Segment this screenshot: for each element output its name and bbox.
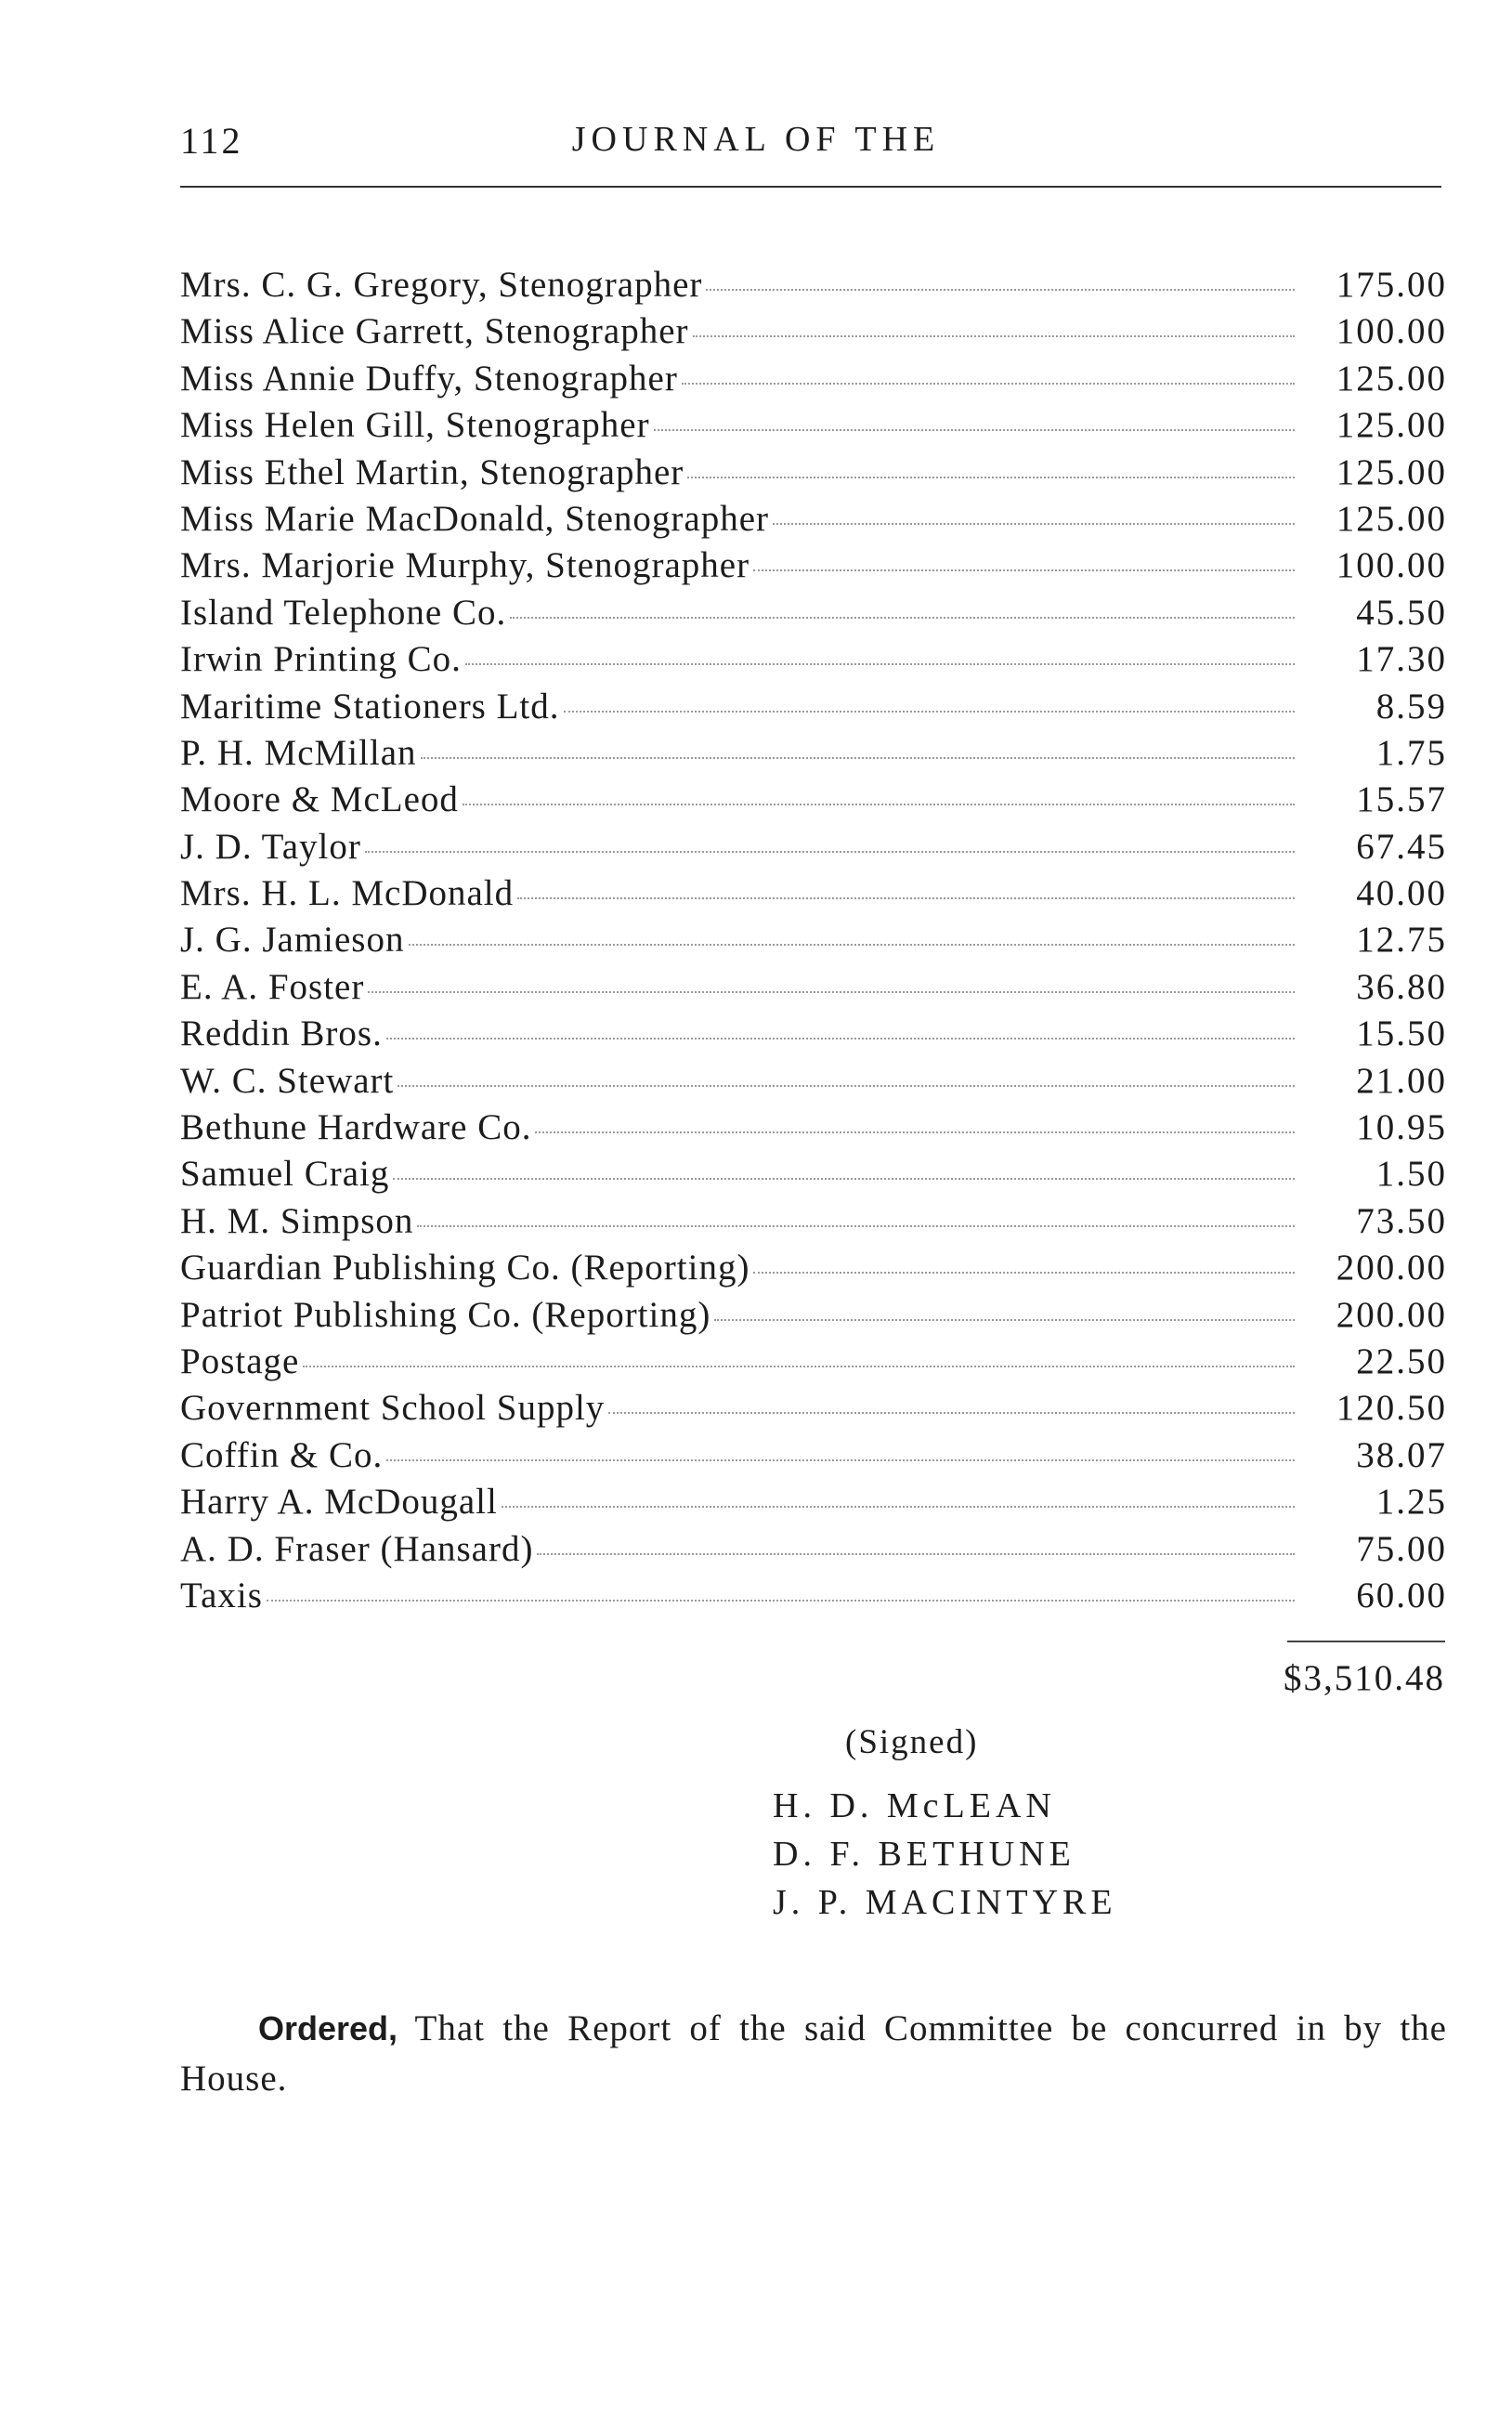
dot-leader	[386, 1459, 1295, 1461]
ledger-entry	[180, 592, 1447, 638]
entry-amount: 38.07	[1356, 1434, 1447, 1475]
dot-leader	[537, 1553, 1295, 1555]
entry-name: Harry A. McDougall	[180, 1482, 498, 1523]
entry-amount: 200.00	[1336, 1248, 1447, 1288]
ledger-entry	[180, 1481, 1447, 1527]
ledger-entry	[180, 544, 1447, 591]
entry-amount: 22.50	[1356, 1340, 1447, 1381]
ledger-entry	[180, 1528, 1447, 1575]
entry-amount: 15.50	[1356, 1013, 1447, 1054]
dot-leader	[682, 383, 1295, 385]
signatories	[773, 1785, 1117, 1930]
entry-name: Samuel Craig	[180, 1154, 390, 1195]
header-rule	[180, 186, 1441, 188]
entry-name: Irwin Printing Co.	[180, 639, 462, 680]
entry-name: Mrs. Marjorie Murphy, Stenographer	[180, 545, 750, 586]
entry-name: Bethune Hardware Co.	[180, 1107, 532, 1148]
entry-amount: 175.00	[1336, 265, 1447, 305]
signatory-name: D. F. BETHUNE	[773, 1835, 1075, 1874]
dot-leader	[517, 897, 1295, 899]
entry-name: Patriot Publishing Co. (Reporting)	[180, 1294, 711, 1335]
entry-amount: 1.75	[1375, 732, 1447, 773]
dot-leader	[564, 711, 1295, 713]
entry-name: Miss Alice Garrett, Stenographer	[180, 311, 689, 352]
resolution-lead: Ordered,	[258, 2009, 398, 2047]
signatory-name: J. P. MACINTYRE	[773, 1883, 1117, 1922]
dot-leader	[398, 1085, 1295, 1087]
entry-amount: 200.00	[1336, 1294, 1447, 1335]
entry-name: Mrs. C. G. Gregory, Stenographer	[180, 265, 703, 305]
entry-amount: 125.00	[1336, 451, 1447, 492]
entry-amount: 12.75	[1356, 920, 1447, 961]
ledger-entry	[180, 686, 1447, 732]
entry-name: Government School Supply	[180, 1388, 606, 1429]
entry-name: E. A. Foster	[180, 966, 365, 1007]
dot-leader	[535, 1131, 1295, 1133]
entry-name: Maritime Stationers Ltd.	[180, 686, 560, 726]
entry-name: Mrs. H. L. McDonald	[180, 873, 515, 914]
dot-leader	[267, 1600, 1295, 1602]
entry-amount: 21.00	[1356, 1060, 1447, 1101]
ledger-entry	[180, 1575, 1447, 1621]
entry-amount: 100.00	[1336, 545, 1447, 586]
entry-amount: 10.95	[1356, 1107, 1447, 1148]
dot-leader	[773, 523, 1295, 525]
ledger-entry	[180, 919, 1447, 965]
ledger-entry	[180, 638, 1447, 685]
resolution-paragraph	[180, 2004, 1447, 2104]
entry-name: Guardian Publishing Co. (Reporting)	[180, 1248, 750, 1288]
entry-name: P. H. McMillan	[180, 732, 417, 773]
entry-amount: 125.00	[1336, 405, 1447, 446]
ledger-entry	[180, 1387, 1447, 1433]
entry-name: Moore & McLeod	[180, 779, 459, 820]
dot-leader	[510, 617, 1295, 619]
entry-amount: 67.45	[1356, 826, 1447, 867]
ledger-entry	[180, 732, 1447, 778]
running-head: JOURNAL OF THE	[571, 120, 941, 159]
entry-name: J. D. Taylor	[180, 826, 361, 867]
entry-name: Miss Marie MacDonald, Stenographer	[180, 498, 770, 539]
ledger-entry	[180, 498, 1447, 544]
dot-leader	[303, 1366, 1295, 1367]
ledger-entry	[180, 1294, 1447, 1340]
ledger-entry	[180, 1106, 1447, 1153]
entry-name: A. D. Fraser (Hansard)	[180, 1528, 534, 1569]
dot-leader	[714, 1319, 1295, 1321]
dot-leader	[368, 991, 1295, 993]
page-number: 112	[180, 120, 243, 162]
dot-leader	[365, 851, 1295, 853]
ledger-entry	[180, 1200, 1447, 1247]
dot-leader	[693, 335, 1295, 337]
ledger-entry	[180, 1013, 1447, 1059]
dot-leader	[753, 569, 1295, 571]
ledger-entry	[180, 1247, 1447, 1293]
dot-leader	[502, 1506, 1295, 1508]
entry-name: Coffin & Co.	[180, 1434, 384, 1475]
ledger-entry	[180, 966, 1447, 1013]
entry-amount: 15.57	[1356, 779, 1447, 820]
entry-name: Postage	[180, 1340, 300, 1381]
ledger-entry	[180, 451, 1447, 498]
ledger-entry	[180, 358, 1447, 404]
dot-leader	[654, 429, 1295, 431]
entry-amount: 36.80	[1356, 966, 1447, 1007]
entry-amount: 100.00	[1336, 311, 1447, 352]
dot-leader	[465, 663, 1295, 665]
entry-amount: 40.00	[1356, 873, 1447, 914]
entry-amount: 8.59	[1375, 686, 1447, 726]
entry-amount: 73.50	[1356, 1200, 1447, 1241]
dot-leader	[706, 289, 1295, 291]
signatory-name: H. D. McLEAN	[773, 1786, 1056, 1825]
ledger-entry	[180, 1434, 1447, 1481]
resolution-text: That the Report of the said Committee be concurred in by the House.	[180, 2008, 1447, 2099]
entry-amount: 125.00	[1336, 498, 1447, 539]
entry-amount: 1.50	[1375, 1154, 1447, 1195]
dot-leader	[608, 1412, 1295, 1414]
entry-amount: 75.00	[1356, 1528, 1447, 1569]
ledger	[180, 264, 1447, 1621]
dot-leader	[421, 757, 1295, 759]
ledger-entry	[180, 778, 1447, 825]
dot-leader	[753, 1272, 1295, 1274]
ledger-entry	[180, 1340, 1447, 1387]
entry-amount: 45.50	[1356, 592, 1447, 633]
sum-rule	[1287, 1641, 1445, 1642]
dot-leader	[409, 944, 1296, 946]
entry-amount: 17.30	[1356, 639, 1447, 680]
ledger-entry	[180, 264, 1447, 310]
dot-leader	[386, 1038, 1295, 1040]
dot-leader	[393, 1178, 1295, 1180]
ledger-entry	[180, 404, 1447, 451]
signed-label: (Signed)	[845, 1723, 979, 1761]
entry-name: Miss Annie Duffy, Stenographer	[180, 358, 678, 399]
entry-name: Taxis	[180, 1575, 263, 1615]
entry-name: W. C. Stewart	[180, 1060, 395, 1101]
entry-name: Reddin Bros.	[180, 1013, 383, 1054]
entry-name: Miss Ethel Martin, Stenographer	[180, 451, 684, 492]
ledger-entry	[180, 826, 1447, 872]
ledger-entry	[180, 1153, 1447, 1199]
entry-amount: 1.25	[1375, 1482, 1447, 1523]
entry-name: H. M. Simpson	[180, 1200, 414, 1241]
dot-leader	[417, 1225, 1295, 1227]
dot-leader	[463, 804, 1295, 805]
ledger-entry	[180, 310, 1447, 357]
entry-name: J. G. Jamieson	[180, 920, 405, 961]
entry-amount: 60.00	[1356, 1575, 1447, 1615]
grand-total: $3,510.48	[1284, 1658, 1445, 1698]
entry-name: Miss Helen Gill, Stenographer	[180, 405, 650, 446]
dot-leader	[687, 477, 1295, 478]
entry-name: Island Telephone Co.	[180, 592, 507, 633]
entry-amount: 120.50	[1336, 1388, 1447, 1429]
ledger-entry	[180, 1060, 1447, 1106]
entry-amount: 125.00	[1336, 358, 1447, 399]
ledger-entry	[180, 872, 1447, 919]
